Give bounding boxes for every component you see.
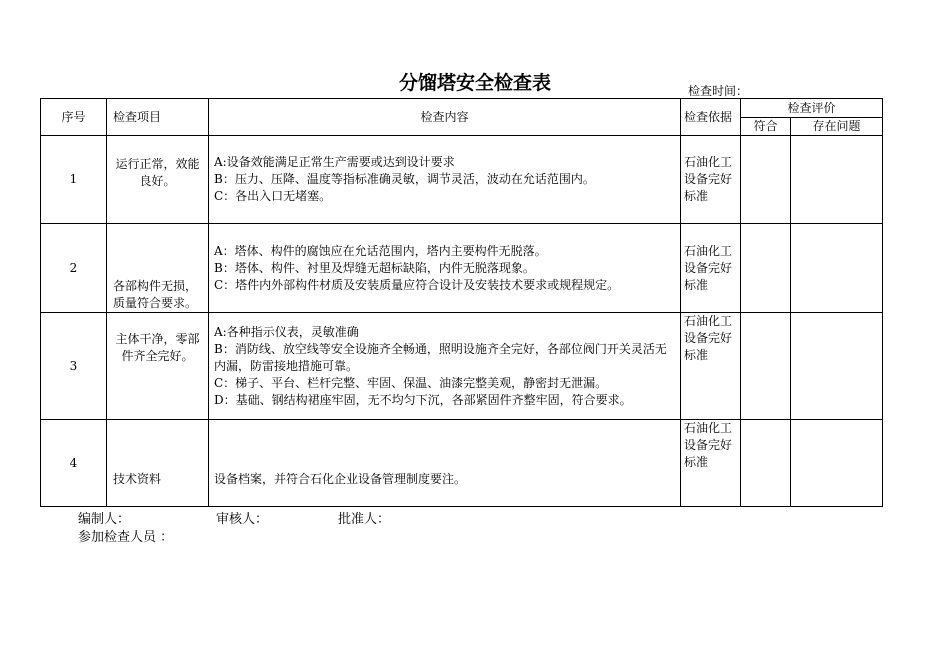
row-item: 运行正常，效能良好。 — [107, 136, 209, 224]
header-row — [41, 99, 883, 118]
row-issues[interactable] — [791, 420, 883, 507]
row-conform[interactable] — [741, 224, 791, 313]
compiler-label: 编制人： — [78, 512, 131, 527]
content-line: 设备档案，并符合石化企业设备管理制度要注。 — [214, 472, 467, 486]
row-basis: 石油化工设备完好标准 — [681, 224, 741, 313]
header-evaluation: 检查评价 — [741, 99, 883, 118]
row-item: 各部构件无损，质量符合要求。 — [107, 224, 209, 313]
row-content — [209, 224, 681, 313]
row-seq: 3 — [41, 313, 107, 420]
reviewer-label: 审核人： — [216, 512, 269, 527]
approver-label: 批准人： — [338, 512, 391, 527]
header-basis: 检查依据 — [681, 99, 741, 136]
page-title: 分馏塔安全检查表 — [398, 72, 551, 94]
row-seq: 4 — [41, 420, 107, 507]
content-line: A:各种指示仪表，灵敏准确 — [214, 324, 359, 339]
content-line: C：各出入口无堵塞。 — [214, 189, 332, 203]
table-row — [41, 313, 883, 420]
content-line: C：梯子、平台、栏杆完整、牢固、保温、油漆完整美观，静密封无泄漏。 — [214, 375, 608, 390]
header-item: 检查项目 — [107, 99, 209, 136]
content-line: B：塔体、构件、衬里及焊缝无超标缺陷，内件无脱落现象。 — [214, 260, 535, 275]
row-content — [209, 420, 681, 507]
content-line: A:设备效能满足正常生产需要或达到设计要求 — [214, 155, 455, 169]
row-content — [209, 136, 681, 224]
table-row — [41, 136, 883, 224]
content-line: D：基础、钢结构裙座牢固，无不均匀下沉，各部紧固件齐整牢固，符合要求。 — [214, 392, 632, 407]
row-issues[interactable] — [791, 313, 883, 420]
row-item: 主体干净，零部件齐全完好。 — [107, 313, 209, 420]
row-item: 技术资料 — [107, 420, 209, 507]
row-seq: 1 — [41, 136, 107, 224]
table-row — [41, 420, 883, 507]
row-conform[interactable] — [741, 420, 791, 507]
inspection-table — [40, 98, 883, 507]
row-conform[interactable] — [741, 136, 791, 224]
header-issues: 存在问题 — [791, 118, 883, 136]
header-content: 检查内容 — [209, 99, 681, 136]
content-line: B：压力、压降、温度等指标准确灵敏，调节灵活，波动在允话范围内。 — [214, 172, 595, 186]
row-content — [209, 313, 681, 420]
row-issues[interactable] — [791, 224, 883, 313]
header-conform: 符合 — [741, 118, 791, 136]
check-time-label: 检查时间： — [688, 84, 749, 98]
row-basis: 石油化工设备完好标准 — [681, 420, 741, 507]
header-seq: 序号 — [41, 99, 107, 136]
content-line: C：塔件内外部构件材质及安装质量应符合设计及安装技术要求或规程规定。 — [214, 277, 620, 292]
row-basis: 石油化工设备完好标准 — [681, 313, 741, 420]
row-conform[interactable] — [741, 313, 791, 420]
content-line: A：塔体、构件的腐蚀应在允话范围内，塔内主要构件无脱落。 — [214, 243, 547, 258]
row-issues[interactable] — [791, 136, 883, 224]
row-seq: 2 — [41, 224, 107, 313]
table-row — [41, 224, 883, 313]
row-basis: 石油化工设备完好标准 — [681, 136, 741, 224]
content-line: B：消防线、放空线等安全设施齐全畅通，照明设施齐全完好，各部位阀门开关灵活无内漏，防雷接地措施可靠。 — [214, 341, 667, 373]
participants-label: 参加检查人员 ： — [78, 530, 174, 545]
